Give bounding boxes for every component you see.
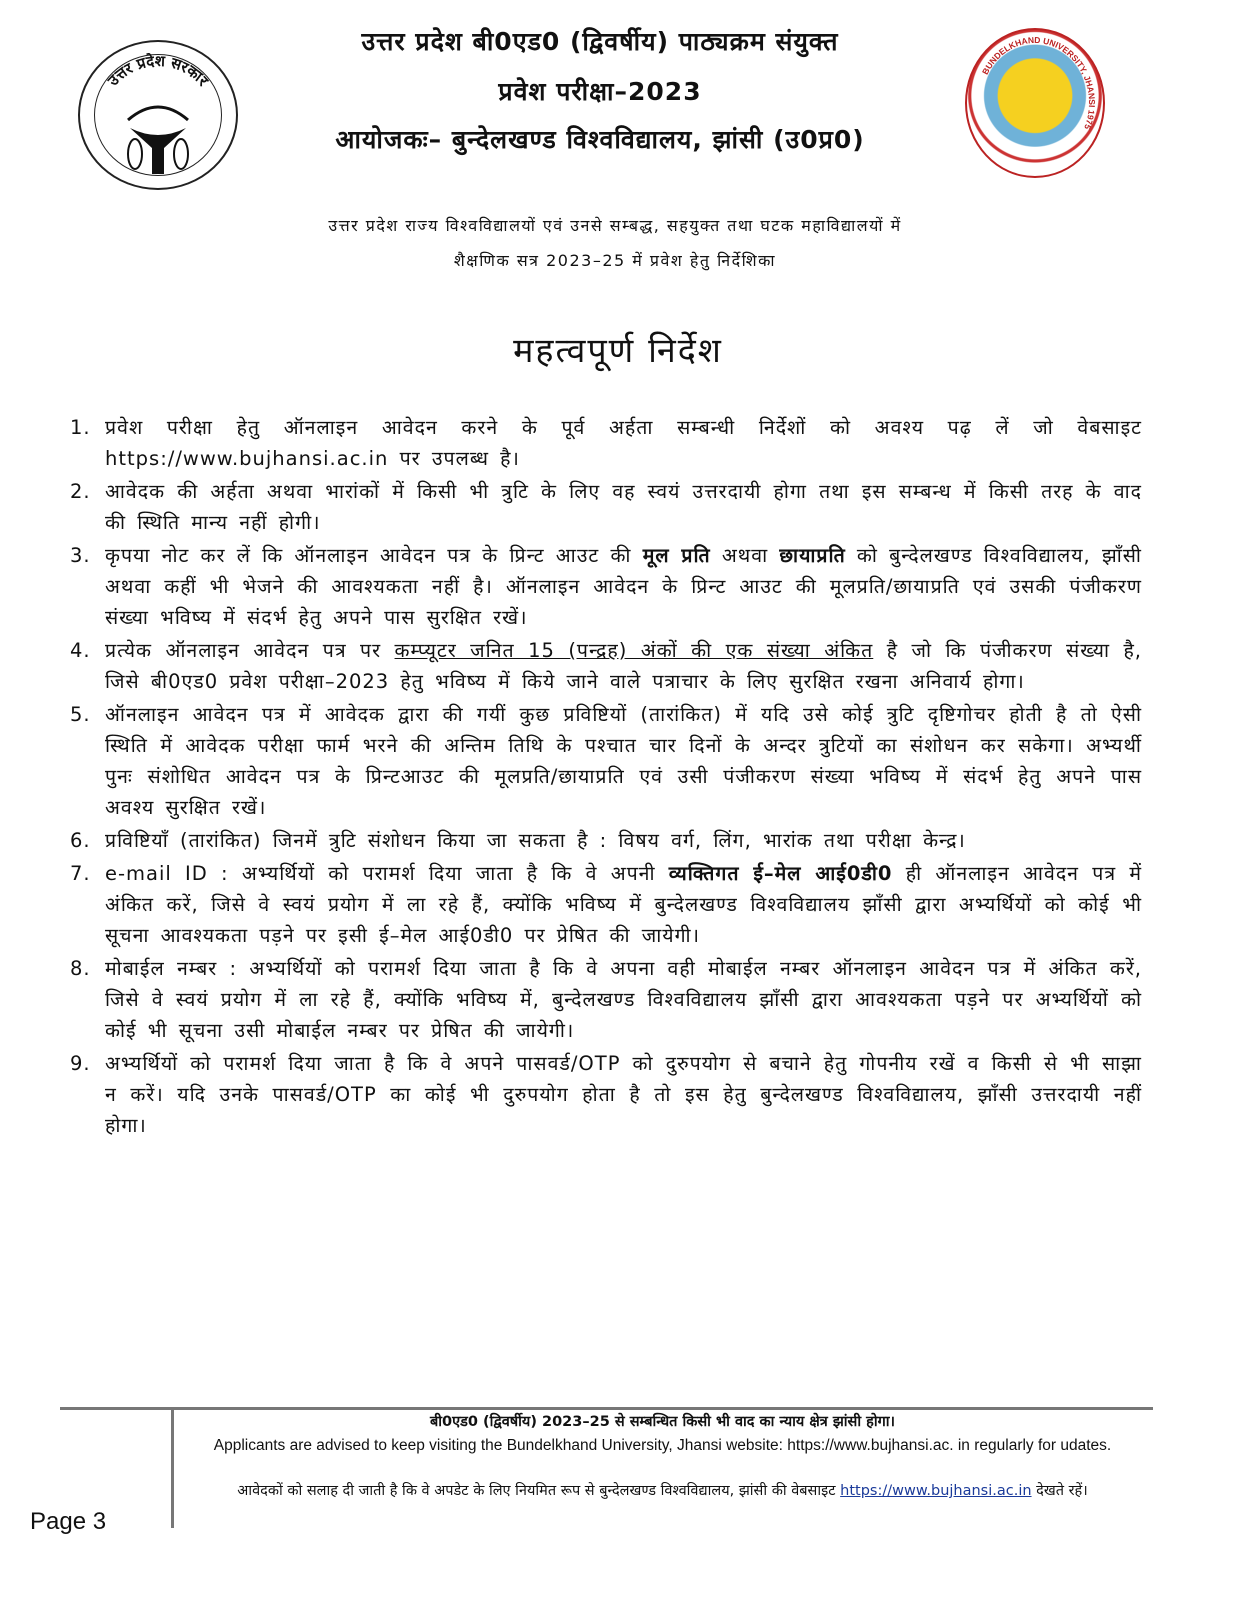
left-logo-text	[103, 52, 212, 90]
item-number: 6.	[70, 829, 91, 852]
bundelkhand-university-logo	[965, 28, 1105, 178]
footer-hindi-end: देखते रहें।	[1036, 1483, 1088, 1499]
instruction-item	[70, 635, 1142, 697]
footer-vertical-divider	[171, 1410, 174, 1528]
instruction-item	[70, 699, 1142, 823]
item-text: आवेदक की अर्हता अथवा भारांकों में किसी भी त्रुटि के लिए वह स्वयं उत्तरदायी होगा तथा इस सम्बन्ध में किसी तरह के वाद की स्थिति मान्य नहीं होगी।	[105, 480, 1142, 534]
header-line-2: प्रवेश परीक्षा–2023	[498, 77, 702, 106]
item-number: 3.	[70, 544, 91, 567]
bold-text: व्यक्तिगत ई–मेल आई0डी0	[668, 862, 893, 885]
item-text: अथवा	[710, 544, 780, 567]
header-line-1: उत्तर प्रदेश बी0एड0 (द्विवर्षीय) पाठ्यक्रम संयुक्त	[361, 27, 839, 56]
item-text: ऑनलाइन आवेदन पत्र में आवेदक द्वारा की गयीं कुछ प्रविष्टियों (तारांकित) में यदि उसे कोई त्रुटि दृष्टिगोचर होती है तो ऐसी स्थिति में आवेदक परीक्षा फार्म भरने की अन्तिम तिथि के पश्चात चार दिनों के अन्दर त्रुटियों का संशोधन कर सकेगा। अभ्यर्थी पुनः संशोधित आवेदन पत्र के प्रिन्टआउट की मूलप्रति/छायाप्रति एवं उसी पंजीकरण संख्या भविष्य में संदर्भ हेतु अपने पास अवश्य सुरक्षित रखें।	[105, 703, 1142, 819]
item-text: अभ्यर्थियों को परामर्श दिया जाता है कि वे अपने पासवर्ड/OTP को दुरुपयोग से बचाने हेतु गोपनीय रखें व किसी से भी साझा न करें। यदि उनके पासवर्ड/OTP का कोई भी दुरुपयोग होता है तो इस हेतु बुन्देलखण्ड विश्वविद्यालय, झाँसी उत्तरदायी नहीं होगा।	[105, 1052, 1142, 1137]
footer-hindi-text: आवेदकों को सलाह दी जाती है कि वे अपडेट के लिए नियमित रूप से बुन्देलखण्ड विश्वविद्यालय, झांसी की वेबसाइट	[237, 1483, 836, 1499]
item-text: प्रवेश परीक्षा हेतु ऑनलाइन आवेदन करने के पूर्व अर्हता सम्बन्धी निर्देशों को अवश्य पढ़ लें जो वेबसाइट https://www.bujhansi.ac.in पर उपलब्ध है।	[105, 416, 1142, 470]
website-link[interactable]: https://www.bujhansi.ac.in	[840, 1483, 1032, 1499]
item-text: है जो कि पंजीकरण संख्या है, जिसे बी0एड0 प्रवेश परीक्षा–2023 हेतु भविष्य में किये जाने वाले पत्राचार के लिए सुरक्षित रखना अनिवार्य होगा।	[105, 639, 1142, 693]
item-number: 5.	[70, 703, 91, 726]
right-logo-text-path: BUNDELKHAND UNIVERSITY, JHANSI 1975	[979, 34, 1098, 131]
footer-jurisdiction: बी0एड0 (द्विवर्षीय) 2023–25 से सम्बन्धित किसी भी वाद का न्याय क्षेत्र झांसी होगा।	[429, 1414, 896, 1430]
instruction-item	[70, 540, 1142, 633]
item-number: 4.	[70, 639, 91, 662]
page-title: महत्वपूर्ण निर्देश	[513, 331, 723, 371]
item-number: 9.	[70, 1052, 91, 1075]
up-government-emblem	[78, 40, 238, 190]
item-text: मोबाईल नम्बर : अभ्यर्थियों को परामर्श दिया जाता है कि वे अपना वही मोबाईल नम्बर ऑनलाइन आवेदन पत्र में अंकित करें, जिसे वे स्वयं प्रयोग में ला रहे हैं, क्योंकि भविष्य में, बुन्देलखण्ड विश्वविद्यालय झाँसी द्वारा आवश्यकता पड़ने पर अभ्यर्थियों को कोई भी सूचना उसी मोबाईल नम्बर पर प्रेषित की जायेगी।	[105, 957, 1142, 1042]
item-text: कृपया नोट कर लें कि ऑनलाइन आवेदन पत्र के प्रिन्ट आउट की	[105, 544, 643, 567]
item-text: को बुन्देलखण्ड विश्वविद्यालय, झाँसी अथवा कहीं भी भेजने की आवश्यकता नहीं है। ऑनलाइन आवेदन के प्रिन्ट आउट की मूलप्रति/छायाप्रति एवं उसकी पंजीकरण संख्या भविष्य में संदर्भ हेतु अपने पास सुरक्षित रखें।	[105, 544, 1142, 629]
item-text: e-mail ID : अभ्यर्थियों को परामर्श दिया जाता है कि वे अपनी	[105, 862, 669, 885]
left-logo-text-path: उत्तर प्रदेश सरकार	[104, 51, 213, 90]
instruction-item	[70, 476, 1142, 538]
footer-english-note: Applicants are advised to keep visiting the Bundelkhand University, Jhansi website: https://www.bujhansi.ac. in regularly for udates.	[213, 1437, 1112, 1454]
instruction-item	[70, 412, 1142, 474]
item-text: प्रविष्टियाँ (तारांकित) जिनमें त्रुटि संशोधन किया जा सकता है : विषय वर्ग, लिंग, भारांक तथा परीक्षा केन्द्र।	[105, 829, 966, 852]
footer-hindi-note	[180, 1480, 1145, 1503]
right-logo-text	[980, 35, 1097, 131]
bold-text: छायाप्रति	[779, 544, 846, 567]
item-text: ही ऑनलाइन आवेदन पत्र में अंकित करें, जिसे वे स्वयं प्रयोग में ला रहे हैं, क्योंकि भविष्य में बुन्देलखण्ड विश्वविद्यालय झाँसी द्वारा अभ्यर्थियों को कोई भी सूचना आवश्यकता पड़ने पर इसी ई–मेल आई0डी0 पर प्रेषित की जायेगी।	[105, 862, 1142, 947]
subheader-line-2: शैक्षणिक सत्र 2023–25 में प्रवेश हेतु निर्देशिका	[453, 251, 777, 270]
underlined-text: कम्प्यूटर जनित 15 (पन्द्रह) अंकों की एक संख्या अंकित	[394, 639, 874, 662]
page-number: Page 3	[30, 1508, 107, 1535]
item-number: 1.	[70, 416, 91, 439]
instruction-item	[70, 1048, 1142, 1141]
header-line-3: आयोजकः– बुन्देलखण्ड विश्वविद्यालय, झांसी (उ0प्र0)	[335, 125, 865, 154]
item-number: 2.	[70, 480, 91, 503]
instructions-list	[70, 412, 1142, 1143]
instruction-item	[70, 825, 1142, 856]
item-number: 7.	[70, 862, 91, 885]
footer-divider	[60, 1407, 1153, 1410]
item-text: प्रत्येक ऑनलाइन आवेदन पत्र पर	[105, 639, 395, 662]
instruction-item	[70, 953, 1142, 1046]
subheader-line-1: उत्तर प्रदेश राज्य विश्वविद्यालयों एवं उनसे सम्बद्ध, सहयुक्त तथा घटक महाविद्यालयों में	[328, 216, 902, 235]
bold-text: मूल प्रति	[642, 544, 711, 567]
instruction-item	[70, 858, 1142, 951]
item-number: 8.	[70, 957, 91, 980]
